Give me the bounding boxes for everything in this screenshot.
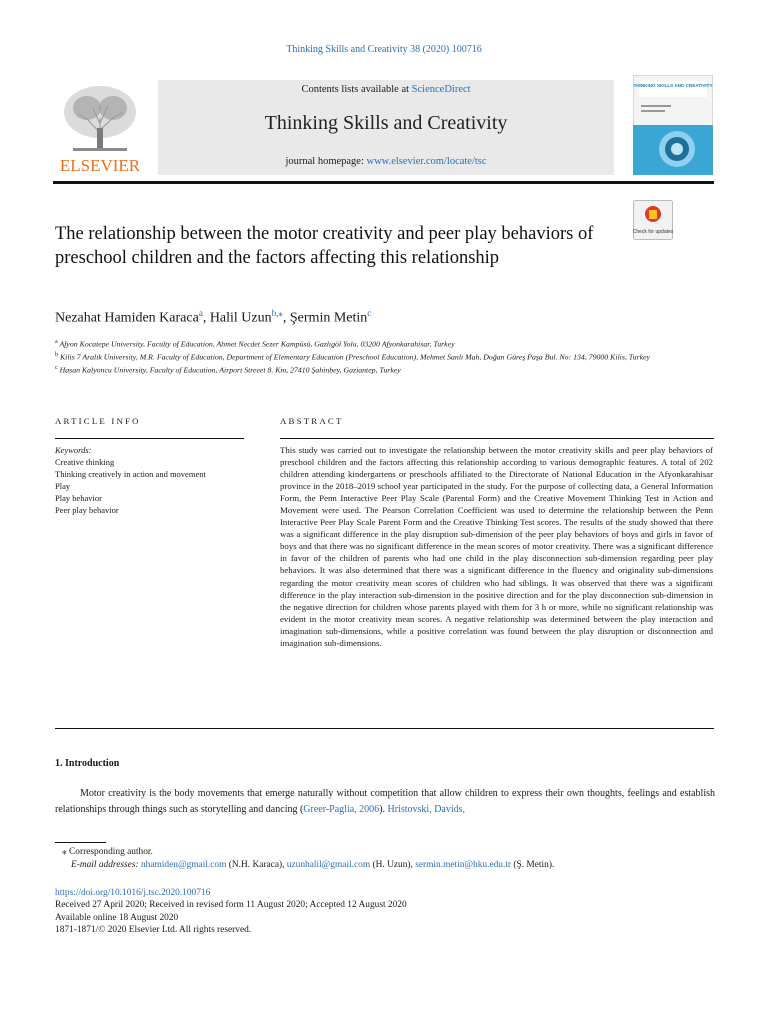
- corresponding-author-note: ⁎ Corresponding author.: [62, 847, 153, 857]
- article-info-heading: ARTICLE INFO: [55, 416, 141, 426]
- section-heading-introduction: 1. Introduction: [55, 758, 120, 769]
- available-online: Available online 18 August 2020: [55, 912, 179, 923]
- affiliations: [55, 337, 655, 376]
- journal-cover-image: [633, 75, 713, 175]
- affiliation: $^b$ Kilis 7 Aralık University, M.R. Faculty of Education, Department of Elementary Education (Preschool Education), Mehmet Sanlı Mah, Doğan Güreş Paşa Bul. No: 134, 79000 Kilis, Turkey: [55, 352, 650, 362]
- footnote-rule: [55, 842, 106, 843]
- doi-link[interactable]: https://doi.org/10.1016/j.tsc.2020.100716: [55, 888, 211, 898]
- email-link[interactable]: uzunhalil@gmail.com: [286, 860, 371, 870]
- keyword: Play: [55, 481, 71, 491]
- check-updates-label: Check for updates: [633, 229, 673, 235]
- contents-line: Contents lists available at ScienceDirect: [301, 84, 471, 95]
- keywords-label: Keywords:: [55, 445, 92, 455]
- keyword: Peer play behavior: [55, 505, 119, 515]
- article-title: The relationship between the motor creativity and peer play behaviors of preschool children and the factors affecting this relationship: [55, 224, 594, 268]
- abstract-text: This study was carried out to investigate the relationship between the motor creativity skills and peer play behaviors of preschool children and the factors affecting this relationship according to various demographic features. A total of 202 children attending kindergartens or preschools affiliated to the Directorate of National Education in the Afyonkarahisar province in the 2018–2019 school year participated in the study. For the purpose of collecting data, a General Information Form, the Penn Interactive Peer Play Scale (Parental Form) and the Creative Movement Thinking Test in Action and Movement were used. The Pearson Correlation Coefficient was used to determine the relationship between the Penn Interactive Peer Play Scale Parent Form and the Creative Thinking Test scores. The results of the study showed that there was a significant difference in the play disruption sub-dimension of the peer play behaviors of boys and girls in favor of boys and that there was no significant difference in the mean scores of motor creativity. There was a significant difference in favor of the children of parents who had one child in the play disconnection sub-dimension regarding peer play behaviors. It was also determined that there was a significant difference in the fluency and originality sub-dimensions regarding the motor creativity mean scores of children who had siblings. It was observed that there was a significant difference in the play interaction sub-dimension in the positive direction and for the play disconnection sub-dimension in the negative direction for children whose parents played with them for 3 h or more, while no significant relationship was evident in the motor creativity mean scores. A negative relationship was determined between the play interaction and imagination sub-dimensions, while a positive correlation was found between the play disruption or disconnection and imagination sub-dimensions.: [280, 445, 713, 648]
- keyword: Play behavior: [55, 493, 102, 503]
- author-affil-mark[interactable]: a: [198, 308, 203, 318]
- affiliation: $^a$ Afyon Kocatepe University, Faculty of Education, Ahmet Necdet Sezer Kampüsü, Gazlıgöl Yolu, 03200 Afyonkarahisar, Turkey: [55, 339, 455, 349]
- author-name: Nezahat Hamiden Karaca: [55, 310, 199, 326]
- article-meta: [55, 887, 407, 936]
- author-name: Şermin Metin: [289, 310, 368, 326]
- elsevier-logo: [53, 78, 147, 176]
- email-link[interactable]: sermin.metin@hku.edu.tr: [415, 860, 512, 870]
- journal-banner: [158, 80, 614, 175]
- elsevier-tree-icon: [53, 78, 147, 176]
- author-affil-mark[interactable]: c: [367, 308, 372, 318]
- email-addresses: E-mail addresses: nhamiden@gmail.com (N.H. Karaca), uzunhalil@gmail.com (H. Uzun), sermin.metin@hku.edu.tr (Ş. Metin).: [71, 860, 555, 870]
- keywords-block: [55, 444, 245, 516]
- introduction-paragraph: Motor creativity is the body movements that emerge naturally without competition that allow children to express their own thoughts, feelings and establish relationships through things such as storytelling and dancing (Greer-Paglia, 2006). Hristovski, Davids,: [55, 788, 715, 815]
- abstract-rule-top: [280, 438, 714, 439]
- citation-link[interactable]: Hristovski, Davids,: [387, 804, 466, 815]
- sciencedirect-link[interactable]: ScienceDirect: [411, 84, 471, 95]
- header-divider: [53, 181, 714, 184]
- abstract-heading: ABSTRACT: [280, 416, 344, 426]
- author-affil-mark[interactable]: b,⁎: [271, 308, 283, 318]
- homepage-link[interactable]: www.elsevier.com/locate/tsc: [366, 156, 487, 167]
- received-dates: Received 27 April 2020; Received in revised form 11 August 2020; Accepted 12 August 2020: [55, 900, 407, 911]
- journal-citation[interactable]: Thinking Skills and Creativity 38 (2020) 100716: [286, 44, 482, 55]
- journal-homepage: journal homepage: www.elsevier.com/locate/tsc: [285, 156, 487, 167]
- publisher-name: ELSEVIER: [59, 156, 141, 175]
- abstract-rule-bottom: [55, 728, 714, 729]
- affiliation: $^c$ Hasan Kalyoncu University, Faculty of Education, Airport Streeet 8. Km, 27410 Şahinbey, Gaziantep, Turkey: [55, 365, 401, 375]
- cover-title: THINKING SKILLS AND CREATIVITY: [633, 83, 713, 88]
- author-list: Nezahat Hamiden Karaca$^a$, Halil Uzun$^{b,⁎}$, Şermin Metin$^c$: [55, 308, 372, 326]
- article-info-rule: [55, 438, 244, 439]
- keyword: Thinking creatively in action and movement: [55, 469, 206, 479]
- journal-title: Thinking Skills and Creativity: [264, 112, 508, 134]
- citation-link[interactable]: Greer-Paglia, 2006: [303, 804, 380, 815]
- author-name: Halil Uzun: [209, 310, 272, 326]
- keyword: Creative thinking: [55, 457, 115, 467]
- copyright: 1871-1871/© 2020 Elsevier Ltd. All rights reserved.: [55, 924, 252, 935]
- check-for-updates-button[interactable]: [633, 200, 673, 240]
- email-link[interactable]: nhamiden@gmail.com: [140, 860, 227, 870]
